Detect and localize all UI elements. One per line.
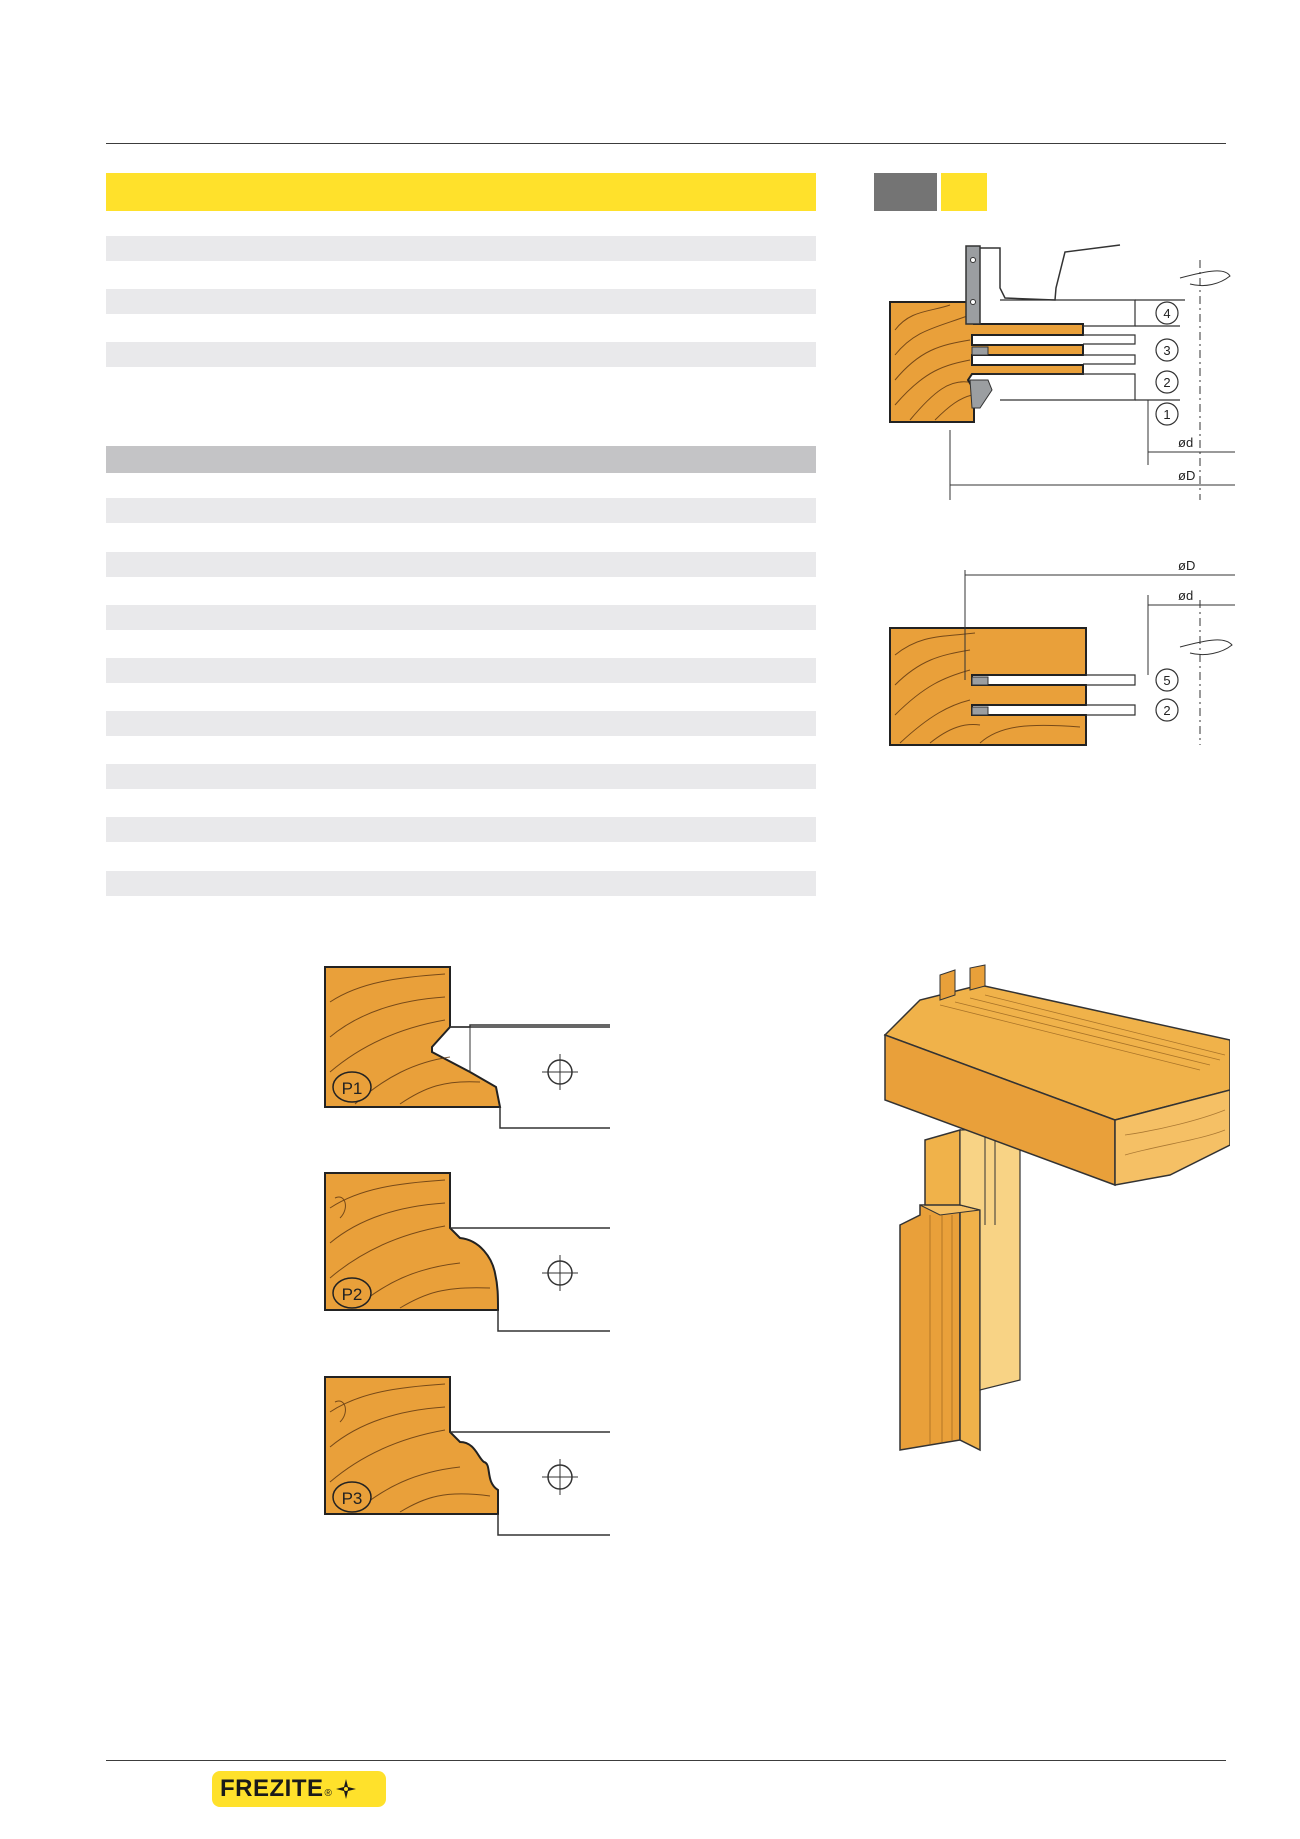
callout-1: 1 xyxy=(1163,407,1171,422)
table-row xyxy=(106,342,816,367)
profile-p3-diagram xyxy=(320,1372,610,1572)
header-tag-grey xyxy=(874,173,937,211)
table-row xyxy=(106,711,816,736)
workpiece-section xyxy=(890,628,1086,745)
cutter-knife-3 xyxy=(972,347,988,355)
table-row xyxy=(106,605,816,630)
table-row xyxy=(106,498,816,523)
table-row xyxy=(106,289,816,314)
profile-p2-diagram xyxy=(320,1168,610,1368)
joint-3d-illustration xyxy=(880,960,1230,1480)
brand-name: FREZITE xyxy=(220,1775,324,1802)
header-tag-yellow xyxy=(941,173,987,211)
frezite-star-icon xyxy=(335,1778,357,1800)
frezite-logo xyxy=(212,1771,386,1807)
table-row xyxy=(106,552,816,577)
table-header-bar xyxy=(106,446,816,473)
dim-large-label: øD xyxy=(1178,468,1196,483)
cutter-diagram-bottom xyxy=(880,555,1235,750)
callout-4: 4 xyxy=(1163,306,1171,321)
cutter-knife-2 xyxy=(972,707,988,715)
crosshair-icon xyxy=(542,1054,578,1090)
workpiece-section xyxy=(890,302,1083,422)
dim-small-label: ød xyxy=(1178,435,1194,450)
callout-3: 3 xyxy=(1163,343,1171,358)
registered-mark: ® xyxy=(324,1787,332,1799)
table-row xyxy=(106,658,816,683)
top-rule xyxy=(106,143,1226,144)
profile-label-p3: P3 xyxy=(341,1489,363,1508)
profile-p1-diagram xyxy=(320,962,610,1162)
cutter-knife-5 xyxy=(972,677,988,685)
table-row xyxy=(106,871,816,896)
table-row xyxy=(106,764,816,789)
table-row xyxy=(106,236,816,261)
dim-small-label: ød xyxy=(1178,588,1194,603)
cutter-diagram-top xyxy=(880,240,1235,505)
callout-5: 5 xyxy=(1163,673,1171,688)
crosshair-icon xyxy=(542,1459,578,1495)
table-title-bar xyxy=(106,173,816,211)
dim-large-label: øD xyxy=(1178,558,1196,573)
profile-label-p1: P1 xyxy=(341,1079,363,1098)
crosshair-icon xyxy=(542,1255,578,1291)
bottom-rule xyxy=(106,1760,1226,1761)
profile-label-p2: P2 xyxy=(341,1285,363,1304)
callout-2: 2 xyxy=(1163,375,1171,390)
callout-2: 2 xyxy=(1163,703,1171,718)
table-row xyxy=(106,817,816,842)
cutter-knife-1 xyxy=(970,380,992,408)
